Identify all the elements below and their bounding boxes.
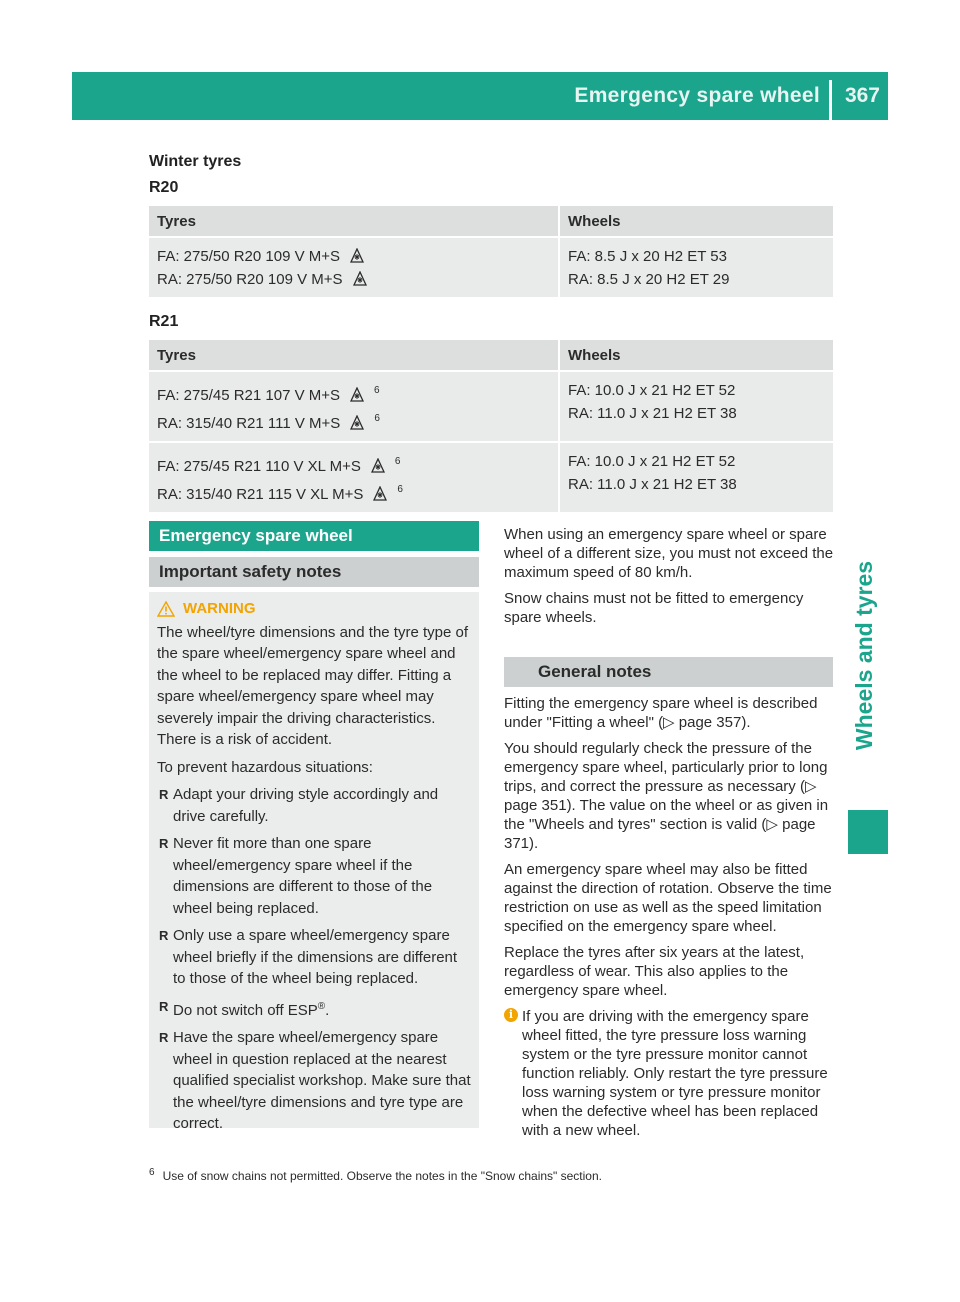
winter-tyres-title: Winter tyres: [149, 153, 242, 170]
chapter-tab-marker: [848, 810, 888, 854]
list-item-text: Never fit more than one spare wheel/emergency spare wheel if the dimensions are different to those of the wheel being replaced.: [173, 835, 433, 917]
footnote-ref[interactable]: 6: [397, 484, 403, 495]
tyres-header: Tyres: [149, 206, 558, 238]
tyre-spec: RA: 315/40 R21 115 V XL M+S: [157, 486, 364, 503]
general-p4: Replace the tyres after six years at the latest, regardless of wear. This also applies to the emergency spare wheel.: [504, 944, 805, 999]
tyre-spec: RA: 315/40 R21 111 V M+S: [157, 415, 341, 432]
wheel-spec: FA: 10.0 J x 21 H2 ET 52: [568, 382, 736, 399]
section-title-safety: Important safety notes: [149, 557, 479, 587]
warning-list: [157, 784, 473, 1135]
wheel-spec: FA: 10.0 J x 21 H2 ET 52: [568, 453, 736, 470]
info-icon: i: [504, 1008, 518, 1022]
speed-note: When using an emergency spare wheel or spare wheel of a different size, you must not exceed the maximum speed of 80 km/h.: [504, 526, 834, 581]
footnote-mark: 6: [149, 1167, 155, 1178]
list-item: R Adapt your driving style accordingly and drive carefully.: [159, 786, 439, 825]
r20-table: [149, 206, 833, 299]
general-p2: You should regularly check the pressure of the emergency spare wheel, particularly prior to long trips, and correct the pressure as necessary (▷ page 351). The value on the wheel or as given in the "Wheels and tyres" section is valid (▷ page 371).: [504, 740, 829, 852]
warning-intro: The wheel/tyre dimensions and the tyre type of the spare wheel/emergency spare wheel and the wheel to be replaced may differ. Fitting a spare wheel/emergency spare wheel may severely impair the driving characteristics. There is a risk of accident.: [157, 623, 469, 748]
tyre-spec: FA: 275/45 R21 110 V XL M+S: [157, 458, 361, 475]
warning-title: WARNING: [183, 600, 256, 617]
table-row: [149, 238, 833, 299]
snow-chains-note: Snow chains must not be fitted to emergency spare wheels.: [504, 590, 804, 626]
list-item-text: Adapt your driving style accordingly and drive carefully.: [173, 786, 439, 825]
tyres-header: Tyres: [149, 340, 558, 372]
list-item: R Do not switch off ESP®.: [159, 998, 330, 1019]
warning-triangle-icon: [157, 601, 175, 617]
wheels-header: Wheels: [558, 340, 833, 372]
section-title-emergency: Emergency spare wheel: [149, 521, 479, 551]
r20-label: R20: [149, 179, 179, 196]
list-item: R Have the spare wheel/emergency spare wheel in question replaced at the nearest qualified specialist workshop. Make sure that the wheel/tyre dimensions and tyre type are correct.: [159, 1029, 471, 1132]
header-divider: [829, 80, 832, 120]
snowflake-mountain-icon: [371, 458, 385, 473]
tyre-spec: FA: 275/50 R20 109 V M+S: [157, 248, 341, 265]
list-item-text: Only use a spare wheel/emergency spare wheel briefly if the dimensions are different to those of the wheel being replaced.: [173, 927, 458, 987]
footnote-text: Use of snow chains not permitted. Observe the notes in the "Snow chains" section.: [162, 1169, 602, 1183]
snowflake-mountain-icon: [350, 248, 364, 263]
footnote-ref[interactable]: 6: [374, 413, 380, 424]
general-p3: An emergency spare wheel may also be fitted against the direction of rotation. Observe the time restriction on use as well as the speed limitation specified on the emergency spare wheel.: [504, 861, 832, 935]
wheels-header: Wheels: [558, 206, 833, 238]
footnote: [149, 1167, 602, 1183]
r21-table: [149, 340, 833, 514]
table-row: [149, 372, 833, 443]
registered-mark: ®: [317, 1000, 326, 1012]
warning-box: [149, 592, 479, 1132]
r21-label: R21: [149, 313, 179, 330]
wheel-spec: FA: 8.5 J x 20 H2 ET 53: [568, 248, 727, 265]
page-number: 367: [844, 84, 880, 107]
snowflake-mountain-icon: [353, 271, 367, 286]
warning-prevent: To prevent hazardous situations:: [157, 758, 373, 776]
wheel-spec: RA: 11.0 J x 21 H2 ET 38: [568, 405, 737, 422]
wheel-spec: RA: 8.5 J x 20 H2 ET 29: [568, 271, 730, 288]
footnote-ref[interactable]: 6: [394, 456, 401, 467]
general-notes: [504, 694, 834, 1140]
list-item: R Never fit more than one spare wheel/emergency spare wheel if the dimensions are different to those of the wheel being replaced.: [159, 835, 433, 917]
tyre-spec: FA: 275/45 R21 107 V M+S: [157, 387, 341, 404]
list-item: R Only use a spare wheel/emergency spare wheel briefly if the dimensions are different to those of the wheel being replaced.: [159, 927, 458, 987]
chapter-tab[interactable]: [845, 530, 885, 780]
wheel-spec: RA: 11.0 J x 21 H2 ET 38: [568, 476, 737, 493]
snowflake-mountain-icon: [373, 486, 387, 501]
header-title: Emergency spare wheel: [574, 84, 820, 107]
snowflake-mountain-icon: [350, 387, 364, 402]
right-intro: [504, 525, 834, 634]
tyre-spec: RA: 275/50 R20 109 V M+S: [157, 271, 343, 288]
chapter-tab-label: Wheels and tyres: [851, 560, 878, 750]
footnote-ref[interactable]: 6: [374, 385, 380, 396]
snowflake-mountain-icon: [350, 415, 364, 430]
table-row: [149, 443, 833, 514]
list-item-text: Have the spare wheel/emergency spare wheel in question replaced at the nearest qualified specialist workshop. Make sure that the wheel/tyre dimensions and tyre type are correct.: [173, 1029, 471, 1132]
section-title-general: General notes: [504, 657, 833, 687]
info-note: [504, 1007, 834, 1140]
general-p1: Fitting the emergency spare wheel is described under "Fitting a wheel" (▷ page 357).: [504, 695, 818, 731]
info-note-text: If you are driving with the emergency spare wheel fitted, the tyre pressure loss warning system or the tyre pressure monitor cannot function reliably. Only restart the tyre pressure loss warning system or tyre pressure monitor when the defective wheel has been replaced with a new wheel.: [522, 1008, 828, 1139]
list-item-text: Do not switch off ESP: [173, 1001, 318, 1019]
page-header: [72, 72, 888, 120]
